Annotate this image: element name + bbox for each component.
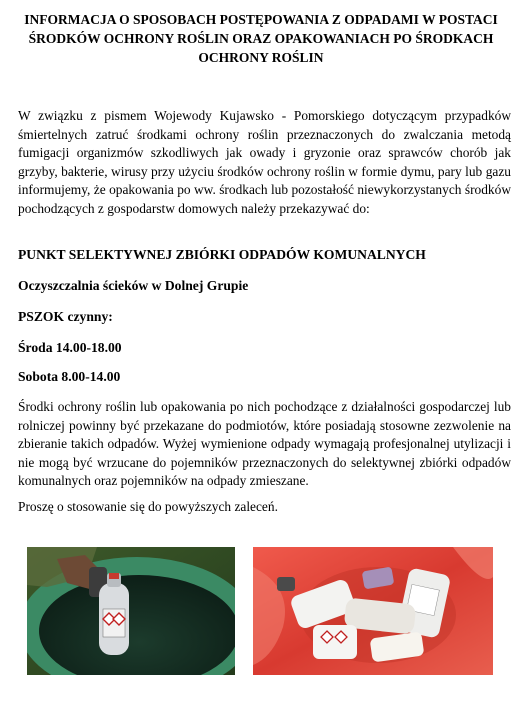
closing-paragraph: Proszę o stosowanie się do powyższych zaleceń.	[18, 499, 278, 514]
intro-paragraph: W związku z pismem Wojewody Kujawsko - Pomorskiego dotyczącym przypadków śmiertelnych zatruć środkami ochrony roślin przeznaczonych do zwalczania metodą fumigacji organizmów szkodliwych jak owady i gryzonie oraz sprawców chorób jak grzyby, bakterie, wirusy przy użyciu środków ochrony roślin w formie dymu, pary lub gazu informujemy, że opakowania po ww. środkach lub pozostałość niewykorzystanych środków pochodzących z gospodarstw domowych należy przekazywać do:	[18, 108, 511, 216]
page-title: INFORMACJA O SPOSOBACH POSTĘPOWANIA Z ODPADAMI W POSTACI ŚRODKÓW OCHRONY ROŚLIN ORAZ OPAKOWANIACH PO ŚRODKACH OCHRONY ROŚLIN	[24, 12, 498, 65]
containers-photo	[253, 547, 493, 675]
photo-containers-red-bag-image	[253, 547, 493, 675]
business-waste-paragraph: Środki ochrony roślin lub opakowania po nich pochodzące z działalności gospodarczej lub rolniczej powinny być przekazane do podmiotów, które posiadają stosowne zezwolenie na zbieranie takich odpadów. Wyżej wymienione odpady wymagają profesjonalnej utylizacji i nie mogą być wrzucane do pojemników przeznaczonych do selektywnej zbiórki odpadów komunalnych oraz pojemników na odpady zmieszane.	[18, 399, 511, 489]
pszok-hours-heading: PSZOK czynny:	[18, 309, 113, 324]
bin-photo	[27, 547, 235, 675]
saturday-hours: Sobota 8.00-14.00	[18, 369, 121, 384]
collection-point-heading: PUNKT SELEKTYWNEJ ZBIÓRKI ODPADÓW KOMUNALNYCH	[18, 247, 426, 262]
photo-hand-bottle-bin-image	[27, 547, 235, 675]
collection-location: Oczyszczalnia ścieków w Dolnej Grupie	[18, 278, 249, 293]
wednesday-hours: Środa 14.00-18.00	[18, 340, 122, 355]
